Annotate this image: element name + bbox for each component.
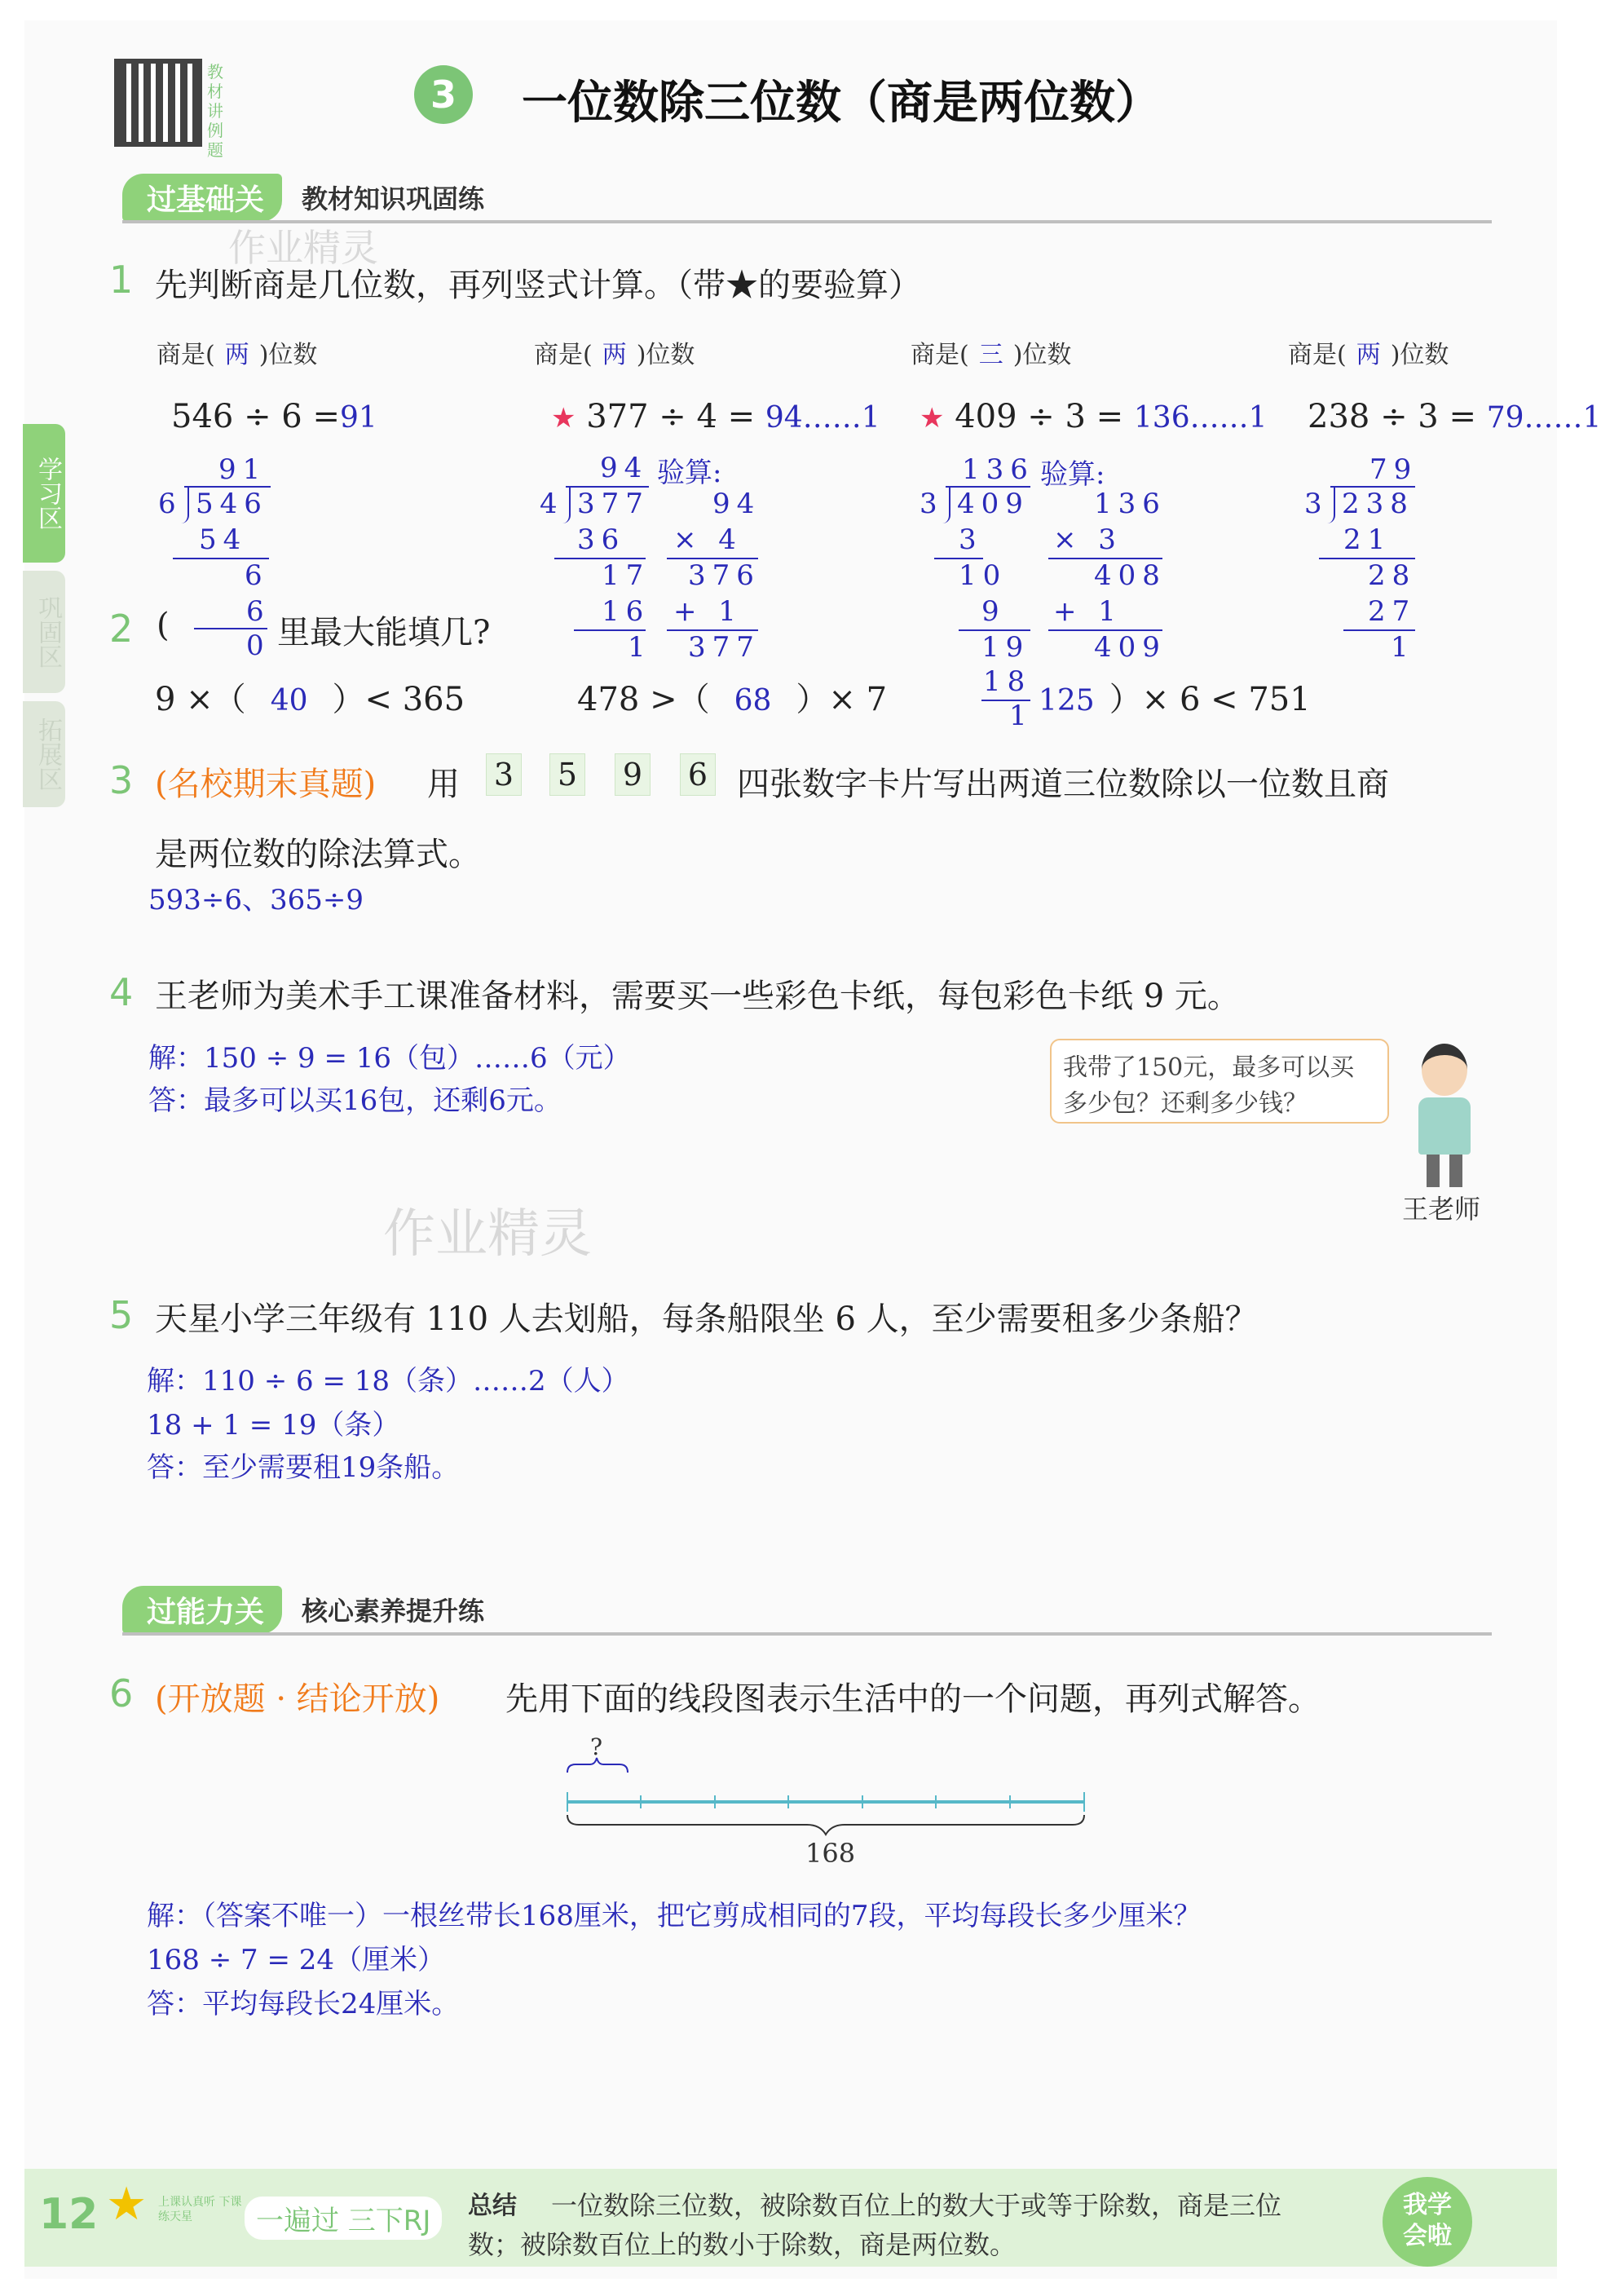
speech-bubble: 我带了150元，最多可以买 多少包？还剩多少钱？ [1050,1039,1389,1124]
inequality-3: 125 ）× 6 < 751 [1039,681,1311,718]
section-banner-ability [122,1588,484,1631]
digits-prompt: 商是( 两 )位数 [157,341,318,369]
division-equation: 546 ÷ 6 =91 [171,398,377,435]
question-paren: ( [157,607,170,644]
teacher-illustration [1412,1044,1477,1190]
question-number: 4 [109,970,134,1014]
answer: 答：平均每段长24厘米。 [147,1988,460,2020]
watermark: 作业精灵 [383,1204,592,1265]
question-text: 先判断商是几位数，再列竖式计算。（带★的要验算） [155,267,921,304]
star-icon: ★ [920,402,945,435]
question-tag: (名校期末真题) [155,766,377,803]
learned-badge[interactable]: 我学会啦 [1383,2177,1472,2267]
banner-label: 过基础关 [122,174,282,222]
digits-prompt: 商是( 三 )位数 [911,341,1072,369]
side-tab-extend[interactable]: 拓展区 [23,701,65,807]
solution: 解：110 ÷ 6 = 18（条）……2（人） [147,1365,629,1397]
question-number: 1 [109,258,134,302]
banner-subtitle: 教材知识巩固练 [302,183,485,214]
star-icon: ★ [551,402,576,435]
division-equation: ★ 409 ÷ 3 = 136……1 [920,398,1268,435]
side-tab-study[interactable]: 学习区 [23,424,65,563]
answer: 答：最多可以买16包，还剩6元。 [148,1084,562,1117]
answer: 答：至少需要租19条船。 [147,1451,460,1484]
solution: 18 + 1 = 19（条） [147,1409,400,1442]
summary-text-line2: 数；被除数百位上的数小于除数，商是两位数。 [468,2229,1017,2260]
question-text: 天星小学三年级有 110 人去划船，每条船限坐 6 人，至少需要租多少条船？ [155,1300,1258,1338]
summary-text: 一位数除三位数，被除数百位上的数大于或等于除数，商是三位 [551,2190,1282,2221]
question-number: 6 [109,1671,134,1715]
banner-divider [122,1632,1492,1636]
total-label: 168 [805,1838,856,1869]
answer: 593÷6、365÷9 [148,884,364,916]
page-number: 12 [39,2190,99,2239]
division-equation: 238 ÷ 3 = 79……1 [1308,398,1601,435]
division-equation: ★ 377 ÷ 4 = 94……1 [551,398,880,435]
section-banner-basic [122,176,484,219]
line-segment-diagram [562,1733,1092,1875]
section-number-badge: 3 [414,65,473,124]
inequality-1: 9 ×（ 40 ）< 365 [155,681,465,718]
solution: 168 ÷ 7 = 24（厘米） [147,1944,445,1976]
number-card: 6 [680,753,716,796]
star-mascot-icon: ★ [106,2178,148,2231]
page-title: 一位数除三位数（商是两位数） [522,77,1161,130]
fraction-hint: 6 0 [194,595,267,664]
question-text: 王老师为美术手工课准备材料，需要买一些彩色卡纸，每包彩色卡纸 9 元。 [155,978,1240,1015]
question-number: 3 [109,758,134,802]
summary-label: 总结 [468,2192,517,2220]
banner-subtitle: 核心素养提升练 [302,1596,485,1627]
question-text: 里最大能填几? [277,614,491,651]
qr-code[interactable] [114,59,202,147]
question-number: 2 [109,607,134,651]
watermark: 作业精灵 [228,226,378,270]
question-text-pre: 用 [427,766,460,803]
inequality-2: 478 >（ 68 ）× 7 [577,681,888,718]
series-name: 一遍过 三下RJ [245,2197,442,2240]
question-number: 5 [109,1293,134,1337]
banner-label: 过能力关 [122,1586,282,1634]
question-tag: (开放题 · 结论开放) [155,1680,440,1718]
teacher-name: 王老师 [1402,1194,1481,1225]
question-text-line2: 是两位数的除法算式。 [155,836,481,873]
side-tab-consolidate[interactable]: 巩固区 [23,571,65,693]
unknown-label: ? [590,1733,603,1760]
solution: 解：150 ÷ 9 = 16（包）……6（元） [148,1042,631,1075]
number-card: 9 [615,753,651,796]
digits-prompt: 商是( 两 )位数 [1288,341,1449,369]
series-slogan: 上课认真听 下课练天星 [158,2196,242,2223]
number-card: 5 [549,753,585,796]
solution: 解：（答案不唯一）一根丝带长168厘米，把它剪成相同的7段，平均每段长多少厘米？ [147,1900,1202,1932]
number-card: 3 [486,753,522,796]
digits-prompt: 商是( 两 )位数 [534,341,695,369]
qr-label: 教材讲例题 [207,62,223,160]
question-text: 四张数字卡片写出两道三位数除以一位数且商 [737,766,1389,803]
question-text: 先用下面的线段图表示生活中的一个问题，再列式解答。 [505,1680,1321,1718]
